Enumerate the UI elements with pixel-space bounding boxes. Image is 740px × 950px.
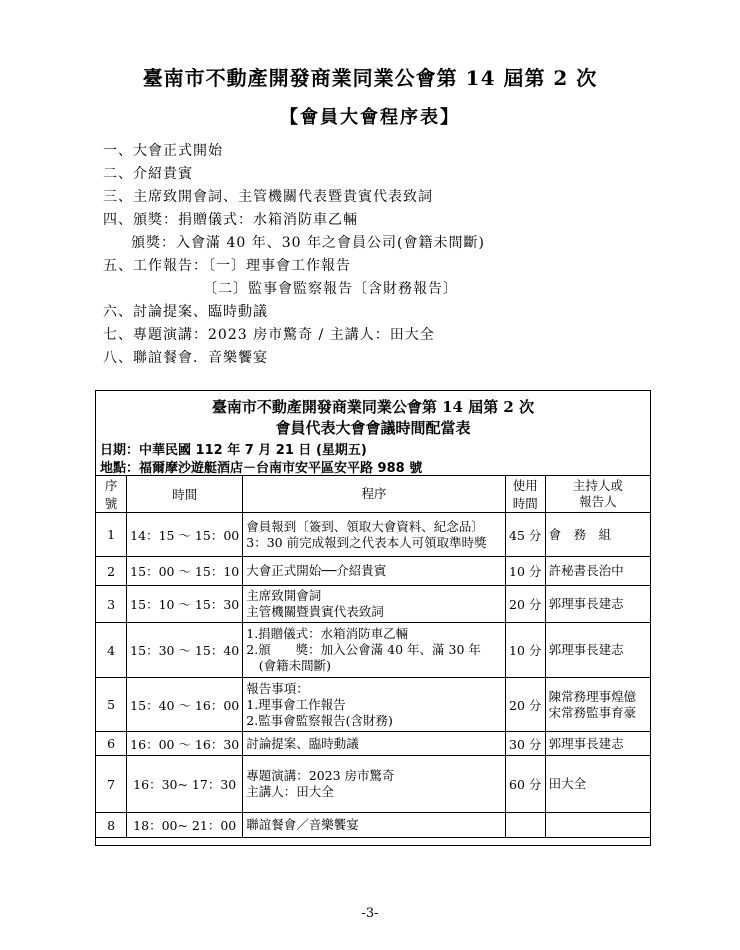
row-host: 郭理事長建志 <box>545 732 650 756</box>
row-host: 陳常務理事煌億 宋常務監事育豪 <box>545 678 650 732</box>
schedule-place: 地點：福爾摩沙遊艇酒店－台南市安平區安平路 988 號 <box>100 461 423 476</box>
row-program: 討論提案、臨時動議 <box>243 732 506 756</box>
schedule-subtitle: 會員代表大會會議時間配當表 <box>275 419 471 437</box>
row-time: 16：00 ～ 16：30 <box>127 732 243 756</box>
row-time: 15：00 ～ 15：10 <box>127 557 243 586</box>
agenda-item: 六、討論提案、臨時動議 <box>103 304 268 320</box>
row-no: 5 <box>96 678 127 732</box>
row-time: 18：00~ 21：00 <box>127 813 243 838</box>
agenda-item: 頒獎：入會滿 40 年、30 年之會員公司(會籍未間斷) <box>131 235 485 251</box>
row-duration: 10 分 <box>505 623 545 678</box>
row-time: 16：30~ 17：30 <box>127 756 243 813</box>
row-program: 1.捐贈儀式：水箱消防車乙輛 2.頒 獎：加入公會滿 40 年、滿 30 年 (會籍未間斷) <box>243 623 506 678</box>
row-no: 1 <box>96 513 127 557</box>
row-host: 郭理事長建志 <box>545 623 650 678</box>
row-duration: 45 分 <box>505 513 545 557</box>
row-host: 會 務 組 <box>545 513 650 557</box>
row-program: 聯誼餐會／音樂饗宴 <box>243 813 506 838</box>
schedule-title: 臺南市不動產開發商業同業公會第 14 屆第 2 次 <box>211 398 535 416</box>
page-title: 臺南市不動產開發商業同業公會第 14 屆第 2 次 <box>142 66 598 90</box>
row-program: 會員報到〔簽到、領取大會資料、紀念品〕 3：30 前完成報到之代表本人可領取準時獎 <box>243 513 506 557</box>
agenda-item: 五、工作報告：〔一〕理事會工作報告 <box>103 258 351 274</box>
row-no: 3 <box>96 586 127 623</box>
row-duration: 20 分 <box>505 586 545 623</box>
header-duration: 使用 時間 <box>505 476 545 513</box>
schedule-box <box>95 390 651 846</box>
table-header-row <box>96 476 651 513</box>
row-program: 專題演講：2023 房市驚奇 主講人：田大全 <box>243 756 506 813</box>
row-duration <box>505 813 545 838</box>
agenda-item: 二、介紹貴賓 <box>103 166 193 182</box>
agenda-item: 一、大會正式開始 <box>103 143 223 159</box>
header-program: 程序 <box>243 476 506 513</box>
schedule-table <box>95 475 651 838</box>
row-time: 14：15 ～ 15：00 <box>127 513 243 557</box>
table-row <box>96 756 651 813</box>
row-duration: 60 分 <box>505 756 545 813</box>
row-host: 許秘書長治中 <box>545 557 650 586</box>
row-program: 大會正式開始──介紹貴賓 <box>243 557 506 586</box>
row-host <box>545 813 650 838</box>
row-host: 郭理事長建志 <box>545 586 650 623</box>
agenda-item: 七、專題演講：2023 房市驚奇 / 主講人：田大全 <box>103 327 435 343</box>
table-row <box>96 732 651 756</box>
row-program: 報告事項： 1.理事會工作報告 2.監事會監察報告(含財務) <box>243 678 506 732</box>
row-time: 15：40 ～ 16：00 <box>127 678 243 732</box>
table-row <box>96 513 651 557</box>
schedule-date: 日期：中華民國 112 年 7 月 21 日 (星期五) <box>100 443 367 458</box>
row-program: 主席致開會詞 主管機關暨貴賓代表致詞 <box>243 586 506 623</box>
agenda-item: 四、頒獎：捐贈儀式：水箱消防車乙輛 <box>103 212 358 228</box>
table-row <box>96 813 651 838</box>
agenda-item: 八、聯誼餐會．音樂饗宴 <box>103 350 268 366</box>
row-no: 4 <box>96 623 127 678</box>
header-no: 序 號 <box>96 476 127 513</box>
agenda-item: 〔二〕監事會監察報告〔含財務報告〕 <box>203 281 458 297</box>
row-duration: 30 分 <box>505 732 545 756</box>
row-time: 15：10 ～ 15：30 <box>127 586 243 623</box>
row-duration: 20 分 <box>505 678 545 732</box>
header-time: 時間 <box>127 476 243 513</box>
row-duration: 10 分 <box>505 557 545 586</box>
table-row <box>96 678 651 732</box>
row-no: 2 <box>96 557 127 586</box>
row-time: 15：30 ～ 15：40 <box>127 623 243 678</box>
row-no: 8 <box>96 813 127 838</box>
agenda-list <box>103 140 485 370</box>
row-no: 6 <box>96 732 127 756</box>
row-host: 田大全 <box>545 756 650 813</box>
header-host: 主持人或 報告人 <box>545 476 650 513</box>
page-subtitle: 【會員大會程序表】 <box>280 107 460 128</box>
table-row <box>96 557 651 586</box>
agenda-item: 三、主席致開會詞、主管機關代表暨貴賓代表致詞 <box>103 189 433 205</box>
page-number: -3- <box>361 906 379 921</box>
table-row <box>96 623 651 678</box>
row-no: 7 <box>96 756 127 813</box>
table-row <box>96 586 651 623</box>
